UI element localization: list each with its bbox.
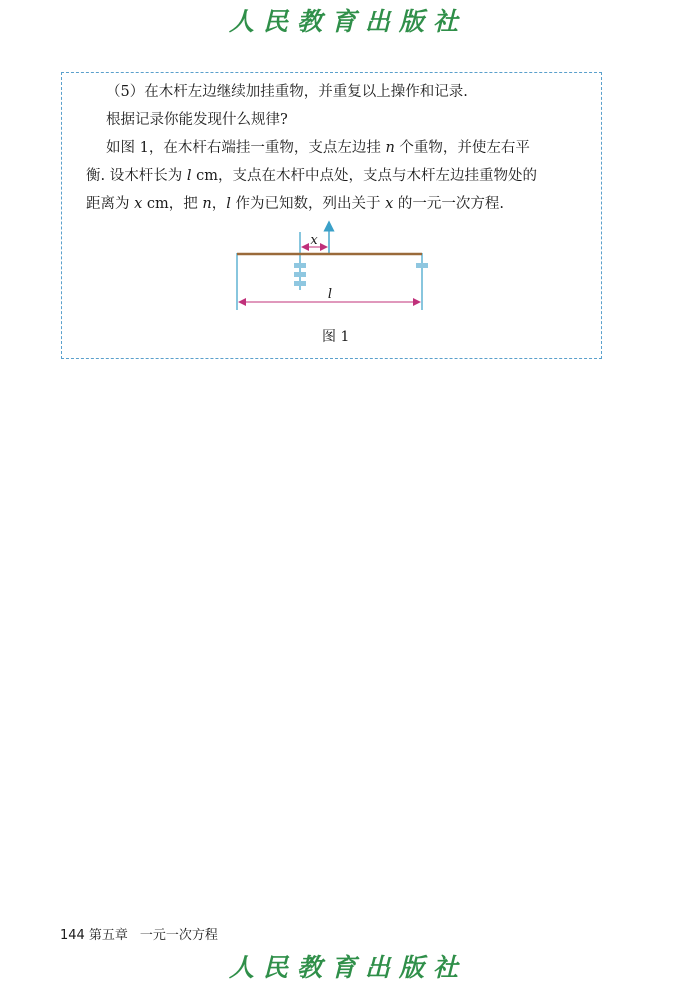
paragraph-line-2: 衡. 设木杆长为 l cm，支点在木杆中点处，支点与木杆左边挂重物处的 bbox=[86, 168, 537, 184]
chapter-label: 第五章 bbox=[88, 928, 128, 943]
left-weight-1 bbox=[294, 263, 306, 268]
x-label: x bbox=[310, 233, 318, 248]
step-5-text: （5）在木杆左边继续加挂重物，并重复以上操作和记录. bbox=[106, 84, 468, 100]
left-weight-2 bbox=[294, 272, 306, 277]
right-weight bbox=[416, 263, 428, 268]
publisher-logo-top: 人民教育出版社 bbox=[228, 7, 467, 36]
paragraph-line-1: 如图 1，在木杆右端挂一重物，支点左边挂 n 个重物，并使左右平 bbox=[106, 140, 530, 156]
question-text: 根据记录你能发现什么规律? bbox=[106, 112, 288, 128]
publisher-logo-bottom: 人民教育出版社 bbox=[228, 953, 467, 982]
chapter-title: 一元一次方程 bbox=[139, 928, 218, 943]
page-number: 144 bbox=[60, 928, 85, 943]
page-footer bbox=[60, 924, 218, 943]
left-weight-3 bbox=[294, 281, 306, 286]
paragraph-line-3: 距离为 x cm，把 n，l 作为已知数，列出关于 x 的一元一次方程. bbox=[86, 196, 504, 212]
l-label: l bbox=[327, 287, 333, 302]
figure-caption: 图 1 bbox=[322, 329, 350, 345]
